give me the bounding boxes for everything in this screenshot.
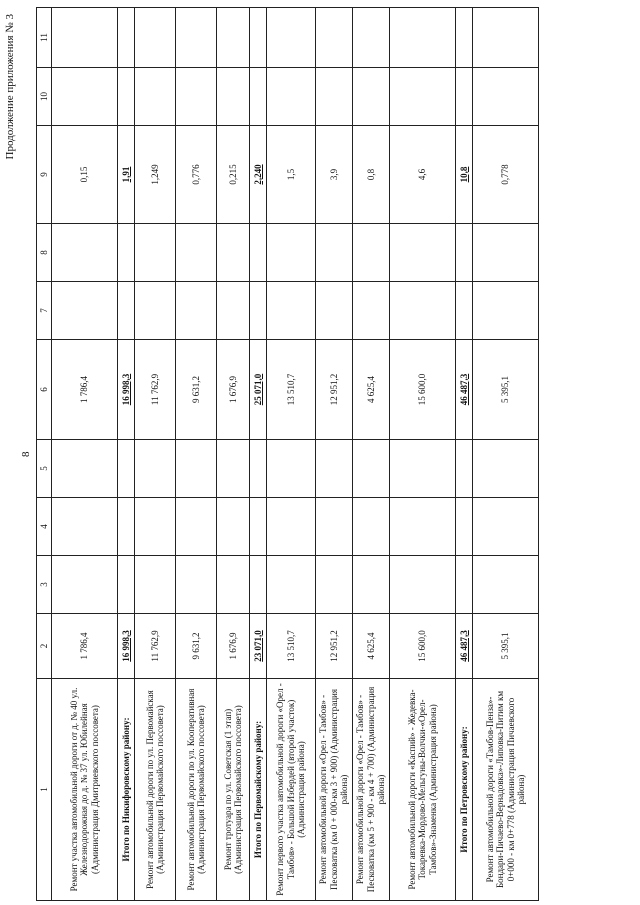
cell-col-5 xyxy=(176,440,217,498)
cell-col-5 xyxy=(135,440,176,498)
cell-col-4 xyxy=(250,498,267,556)
item-name: Ремонт первого участка автомобильной дороги «Орел - Тамбов» - Большой Избердей (второй участок) (Администрация района) xyxy=(267,679,316,901)
cell-col-4 xyxy=(135,498,176,556)
budget-table xyxy=(36,7,539,901)
total-label: Итого по Первомайскому району: xyxy=(250,679,267,901)
cell-col-4 xyxy=(473,498,539,556)
cell-col-8 xyxy=(118,224,135,282)
table-row xyxy=(52,8,118,901)
cell-col-8 xyxy=(176,224,217,282)
item-name: Ремонт автомобильной дороги «Каспий» - Жедевка-Токаревка-Мордово-Мельгуны-Волчки-«Орел-Тамбов»-Знаменка (Администрация района) xyxy=(390,679,456,901)
cell-col-9: 1,5 xyxy=(267,126,316,224)
cell-col-11 xyxy=(267,8,316,68)
cell-col-6: 1 676,9 xyxy=(217,340,250,440)
cell-col-11 xyxy=(473,8,539,68)
cell-col-10 xyxy=(267,68,316,126)
cell-col-6: 15 600,0 xyxy=(390,340,456,440)
cell-col-3 xyxy=(118,556,135,614)
cell-col-7 xyxy=(176,282,217,340)
item-name: Ремонт тротуара по ул. Советская (1 этап) (Администрация Первомайского поссовета) xyxy=(217,679,250,901)
cell-col-8 xyxy=(135,224,176,282)
column-number-row xyxy=(37,8,52,901)
cell-col-6: 46 487,3 xyxy=(456,340,473,440)
table-row xyxy=(353,8,390,901)
cell-col-3 xyxy=(217,556,250,614)
cell-col-3 xyxy=(52,556,118,614)
page-number: 8 xyxy=(20,451,32,457)
cell-col-9: 0,8 xyxy=(353,126,390,224)
cell-col-9: 1,91 xyxy=(118,126,135,224)
total-label: Итого по Петровскому району: xyxy=(456,679,473,901)
cell-col-5 xyxy=(316,440,353,498)
cell-col-10 xyxy=(217,68,250,126)
cell-col-9: 0,215 xyxy=(217,126,250,224)
cell-col-2: 13 510,7 xyxy=(267,614,316,679)
cell-col-9: 4,6 xyxy=(390,126,456,224)
cell-col-10 xyxy=(176,68,217,126)
cell-col-2: 46 487,3 xyxy=(456,614,473,679)
cell-col-9: 3,9 xyxy=(316,126,353,224)
total-row xyxy=(118,8,135,901)
cell-col-6: 16 998,3 xyxy=(118,340,135,440)
column-header: 10 xyxy=(37,68,52,126)
cell-col-2: 15 600,0 xyxy=(390,614,456,679)
cell-col-9: 2,240 xyxy=(250,126,267,224)
cell-col-2: 11 762,9 xyxy=(135,614,176,679)
cell-col-2: 4 625,4 xyxy=(353,614,390,679)
cell-col-11 xyxy=(135,8,176,68)
column-header: 5 xyxy=(37,440,52,498)
cell-col-10 xyxy=(52,68,118,126)
total-label: Итого по Никифоровскому району: xyxy=(118,679,135,901)
table-row xyxy=(390,8,456,901)
annex-note: Продолжение приложения № 3 xyxy=(4,14,16,160)
cell-col-5 xyxy=(267,440,316,498)
cell-col-10 xyxy=(316,68,353,126)
cell-col-5 xyxy=(217,440,250,498)
cell-col-4 xyxy=(316,498,353,556)
cell-col-10 xyxy=(118,68,135,126)
column-header: 8 xyxy=(37,224,52,282)
cell-col-9: 1,249 xyxy=(135,126,176,224)
cell-col-3 xyxy=(267,556,316,614)
column-header: 6 xyxy=(37,340,52,440)
table-body xyxy=(52,8,539,901)
cell-col-11 xyxy=(456,8,473,68)
cell-col-3 xyxy=(390,556,456,614)
cell-col-5 xyxy=(473,440,539,498)
cell-col-6: 25 071,0 xyxy=(250,340,267,440)
cell-col-7 xyxy=(118,282,135,340)
cell-col-9: 0,778 xyxy=(473,126,539,224)
column-header: 11 xyxy=(37,8,52,68)
cell-col-2: 16 998,3 xyxy=(118,614,135,679)
cell-col-4 xyxy=(456,498,473,556)
cell-col-6: 11 762,9 xyxy=(135,340,176,440)
table-row xyxy=(176,8,217,901)
cell-col-8 xyxy=(473,224,539,282)
cell-col-7 xyxy=(316,282,353,340)
cell-col-8 xyxy=(316,224,353,282)
cell-col-6: 4 625,4 xyxy=(353,340,390,440)
cell-col-10 xyxy=(473,68,539,126)
cell-col-11 xyxy=(250,8,267,68)
cell-col-11 xyxy=(316,8,353,68)
cell-col-9: 0,776 xyxy=(176,126,217,224)
cell-col-4 xyxy=(176,498,217,556)
cell-col-8 xyxy=(267,224,316,282)
item-name: Ремонт автомобильной дороги «Орел - Тамбов» - Песковатка (км 0 + 000-км 3 + 900) (Администрация района) xyxy=(316,679,353,901)
cell-col-5 xyxy=(456,440,473,498)
column-header: 7 xyxy=(37,282,52,340)
cell-col-5 xyxy=(390,440,456,498)
cell-col-7 xyxy=(250,282,267,340)
cell-col-2: 23 071,0 xyxy=(250,614,267,679)
cell-col-3 xyxy=(176,556,217,614)
cell-col-4 xyxy=(353,498,390,556)
cell-col-4 xyxy=(118,498,135,556)
cell-col-8 xyxy=(456,224,473,282)
item-name: Ремонт автомобильной дороги по ул. Первомайская (Администрация Первомайского поссовета) xyxy=(135,679,176,901)
cell-col-3 xyxy=(473,556,539,614)
item-name: Ремонт автомобильной дороги по ул. Кооперативная (Администрация Первомайского поссовета) xyxy=(176,679,217,901)
cell-col-10 xyxy=(250,68,267,126)
cell-col-7 xyxy=(135,282,176,340)
cell-col-5 xyxy=(52,440,118,498)
cell-col-4 xyxy=(52,498,118,556)
cell-col-5 xyxy=(353,440,390,498)
cell-col-5 xyxy=(118,440,135,498)
cell-col-2: 1 786,4 xyxy=(52,614,118,679)
column-header: 9 xyxy=(37,126,52,224)
cell-col-6: 5 395,1 xyxy=(473,340,539,440)
cell-col-11 xyxy=(118,8,135,68)
cell-col-3 xyxy=(353,556,390,614)
table-row xyxy=(135,8,176,901)
cell-col-7 xyxy=(390,282,456,340)
cell-col-11 xyxy=(390,8,456,68)
cell-col-11 xyxy=(176,8,217,68)
table-row xyxy=(217,8,250,901)
cell-col-6: 9 631,2 xyxy=(176,340,217,440)
cell-col-5 xyxy=(250,440,267,498)
cell-col-8 xyxy=(52,224,118,282)
cell-col-7 xyxy=(52,282,118,340)
column-header: 3 xyxy=(37,556,52,614)
cell-col-6: 13 510,7 xyxy=(267,340,316,440)
item-name: Ремонт автомобильной дороги «Орел - Тамбов» - Песковатка (км 5 + 900 - км 4 + 700) (Администрация района) xyxy=(353,679,390,901)
cell-col-4 xyxy=(267,498,316,556)
table-row xyxy=(473,8,539,901)
cell-col-8 xyxy=(390,224,456,282)
cell-col-7 xyxy=(267,282,316,340)
cell-col-7 xyxy=(217,282,250,340)
cell-col-10 xyxy=(353,68,390,126)
cell-col-3 xyxy=(456,556,473,614)
total-row xyxy=(250,8,267,901)
cell-col-8 xyxy=(217,224,250,282)
cell-col-6: 12 951,2 xyxy=(316,340,353,440)
column-header: 2 xyxy=(37,614,52,679)
column-header: 1 xyxy=(37,679,52,901)
cell-col-10 xyxy=(135,68,176,126)
item-name: Ремонт участка автомобильной дороги от д. № 40 ул. Железнодорожная до д. № 37 ул. Юбилейная (Администрация Дмитриевского поссовета) xyxy=(52,679,118,901)
cell-col-2: 9 631,2 xyxy=(176,614,217,679)
column-header: 4 xyxy=(37,498,52,556)
cell-col-4 xyxy=(390,498,456,556)
cell-col-4 xyxy=(217,498,250,556)
cell-col-11 xyxy=(52,8,118,68)
cell-col-11 xyxy=(217,8,250,68)
cell-col-11 xyxy=(353,8,390,68)
cell-col-7 xyxy=(353,282,390,340)
item-name: Ремонт автомобильной дороги «Тамбов-Пенза»-Бондари-Пичаево-Вернадовка»-Липовка-Питим км 0+000 - км 0+778 (Администрация Пичаевского района) xyxy=(473,679,539,901)
cell-col-2: 12 951,2 xyxy=(316,614,353,679)
cell-col-2: 5 395,1 xyxy=(473,614,539,679)
cell-col-3 xyxy=(250,556,267,614)
table-row xyxy=(267,8,316,901)
cell-col-10 xyxy=(456,68,473,126)
cell-col-3 xyxy=(135,556,176,614)
cell-col-2: 1 676,9 xyxy=(217,614,250,679)
cell-col-8 xyxy=(250,224,267,282)
cell-col-7 xyxy=(473,282,539,340)
cell-col-10 xyxy=(390,68,456,126)
cell-col-8 xyxy=(353,224,390,282)
table-row xyxy=(316,8,353,901)
cell-col-9: 0,15 xyxy=(52,126,118,224)
cell-col-7 xyxy=(456,282,473,340)
total-row xyxy=(456,8,473,901)
cell-col-9: 10,8 xyxy=(456,126,473,224)
cell-col-3 xyxy=(316,556,353,614)
cell-col-6: 1 786,4 xyxy=(52,340,118,440)
